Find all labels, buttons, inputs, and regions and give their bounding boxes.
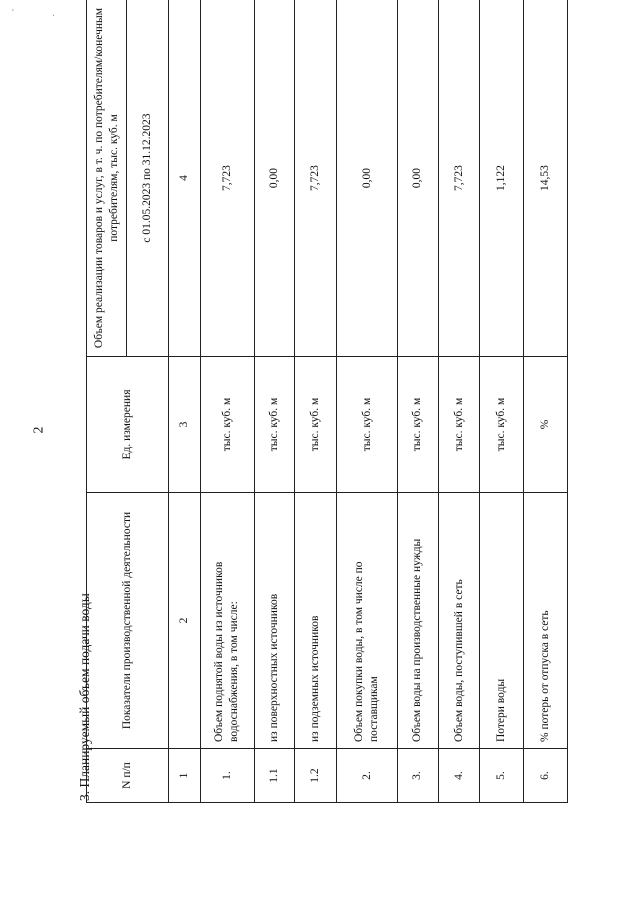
row-num: 4. xyxy=(438,749,480,803)
row-num: 6. xyxy=(524,749,568,803)
row-value: 1,122 xyxy=(480,0,524,357)
row-unit: % xyxy=(524,357,568,493)
row-unit: тыс. куб. м xyxy=(295,357,337,493)
table-row xyxy=(480,0,524,803)
corner-marks: ' . xyxy=(12,8,73,19)
rotated-content xyxy=(76,0,566,803)
table-row xyxy=(254,0,295,803)
row-num: 3. xyxy=(398,749,439,803)
row-indicator: Объем покупки воды, в том числе по поставщикам xyxy=(336,493,397,749)
row-value: 14,53 xyxy=(524,0,568,357)
row-num: 5. xyxy=(480,749,524,803)
row-value: 7,723 xyxy=(201,0,255,357)
water-supply-table xyxy=(86,0,568,803)
table-row xyxy=(398,0,439,803)
row-indicator: % потерь от отпуска в сеть xyxy=(524,493,568,749)
row-indicator: из подземных источников xyxy=(295,493,337,749)
row-value: 0,00 xyxy=(336,0,397,357)
row-indicator: из поверхностных источников xyxy=(254,493,295,749)
table-row xyxy=(524,0,568,803)
row-indicator: Объем поднятой воды из источников водоснабжения, в том числе: xyxy=(201,493,255,749)
row-value: 0,00 xyxy=(398,0,439,357)
row-unit: тыс. куб. м xyxy=(398,357,439,493)
row-num: 1.1 xyxy=(254,749,295,803)
row-num: 2. xyxy=(336,749,397,803)
header-period: с 01.05.2023 по 31.12.2023 xyxy=(127,0,169,357)
row-num: 1.2 xyxy=(295,749,337,803)
header-row xyxy=(87,0,127,803)
row-indicator: Потери воды xyxy=(480,493,524,749)
row-num: 1. xyxy=(201,749,255,803)
row-unit: тыс. куб. м xyxy=(480,357,524,493)
header-indicator: Показатели производственной деятельности xyxy=(87,493,169,749)
col-number-1: 1 xyxy=(169,749,201,803)
col-number-2: 2 xyxy=(169,493,201,749)
column-number-row xyxy=(169,0,201,803)
page-number: 2 xyxy=(31,426,47,434)
row-unit: тыс. куб. м xyxy=(201,357,255,493)
header-num: N п/п xyxy=(87,749,169,803)
table-row xyxy=(438,0,480,803)
table-row xyxy=(336,0,397,803)
row-value: 0,00 xyxy=(254,0,295,357)
row-indicator: Объем воды на производственные нужды xyxy=(398,493,439,749)
col-number-3: 3 xyxy=(169,357,201,493)
col-number-4: 4 xyxy=(169,0,201,357)
header-volume: Объем реализации товаров и услуг, в т. ч. по потребителям/конечным потребителям, тыс. куб. м xyxy=(87,0,127,357)
header-unit: Ед. измерения xyxy=(87,357,169,493)
row-indicator: Объем воды, поступившей в сеть xyxy=(438,493,480,749)
table-row xyxy=(295,0,337,803)
row-value: 7,723 xyxy=(295,0,337,357)
row-unit: тыс. куб. м xyxy=(336,357,397,493)
row-value: 7,723 xyxy=(438,0,480,357)
table-row xyxy=(201,0,255,803)
section-title: 3. Планируемый объем подачи воды xyxy=(77,593,92,801)
row-unit: тыс. куб. м xyxy=(438,357,480,493)
row-unit: тыс. куб. м xyxy=(254,357,295,493)
